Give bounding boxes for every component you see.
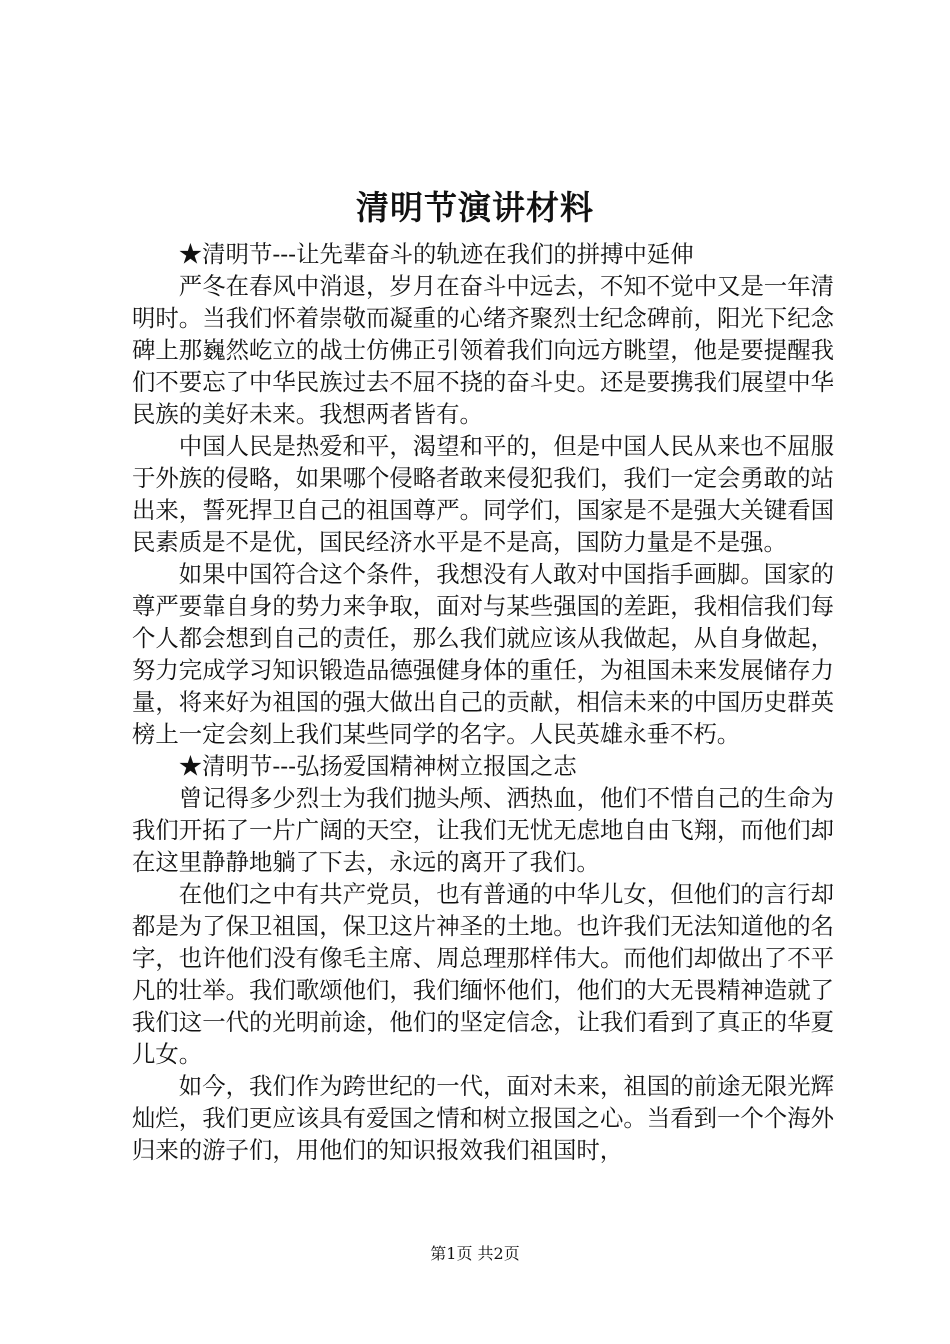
page-title: 清明节演讲材料 [356, 188, 594, 227]
section-heading-2: ★清明节---弘扬爱国精神树立报国之志 [178, 752, 577, 780]
paragraph-2: 中国人民是热爱和平，渴望和平的，但是中国人民从来也不屈服于外族的侵略，如果哪个侵略者敢来侵犯我们，我们一定会勇敢的站出来，誓死捍卫自己的祖国尊严。同学们，国家是不是强大关键看国民素质是不是优，国民经济水平是不是高，国防力量是不是强。 [132, 432, 834, 556]
paragraph-4: 曾记得多少烈士为我们抛头颅、洒热血，他们不惜自己的生命为我们开拓了一片广阔的天空，让我们无忧无虑地自由飞翔，而他们却在这里静静地躺了下去，永远的离开了我们。 [132, 784, 834, 876]
section-heading-1: ★清明节---让先辈奋斗的轨迹在我们的拼搏中延伸 [178, 240, 694, 268]
paragraph-5: 在他们之中有共产党员，也有普通的中华儿女，但他们的言行却都是为了保卫祖国，保卫这片神圣的土地。也许我们无法知道他的名字，也许他们没有像毛主席、周总理那样伟大。而他们却做出了不平凡的壮举。我们歌颂他们，我们缅怀他们，他们的大无畏精神造就了我们这一代的光明前途，他们的坚定信念，让我们看到了真正的华夏儿女。 [132, 880, 834, 1068]
page-number-footer: 第1页 共2页 [430, 1244, 520, 1263]
document-body [132, 238, 834, 1166]
paragraph-6: 如今，我们作为跨世纪的一代，面对未来，祖国的前途无限光辉灿烂，我们更应该具有爱国之情和树立报国之心。当看到一个个海外归来的游子们，用他们的知识报效我们祖国时， [132, 1072, 834, 1164]
paragraph-1: 严冬在春风中消退，岁月在奋斗中远去，不知不觉中又是一年清明时。当我们怀着崇敬而凝重的心绪齐聚烈士纪念碑前，阳光下纪念碑上那巍然屹立的战士仿佛正引领着我们向远方眺望，他是要提醒我们不要忘了中华民族过去不屈不挠的奋斗史。还是要携我们展望中华民族的美好未来。我想两者皆有。 [132, 272, 834, 428]
paragraph-3: 如果中国符合这个条件，我想没有人敢对中国指手画脚。国家的尊严要靠自身的势力来争取，面对与某些强国的差距，我相信我们每个人都会想到自己的责任，那么我们就应该从我做起，从自身做起，努力完成学习知识锻造品德强健身体的重任，为祖国未来发展储存力量，将来好为祖国的强大做出自己的贡献，相信未来的中国历史群英榜上一定会刻上我们某些同学的名字。人民英雄永垂不朽。 [132, 560, 834, 748]
